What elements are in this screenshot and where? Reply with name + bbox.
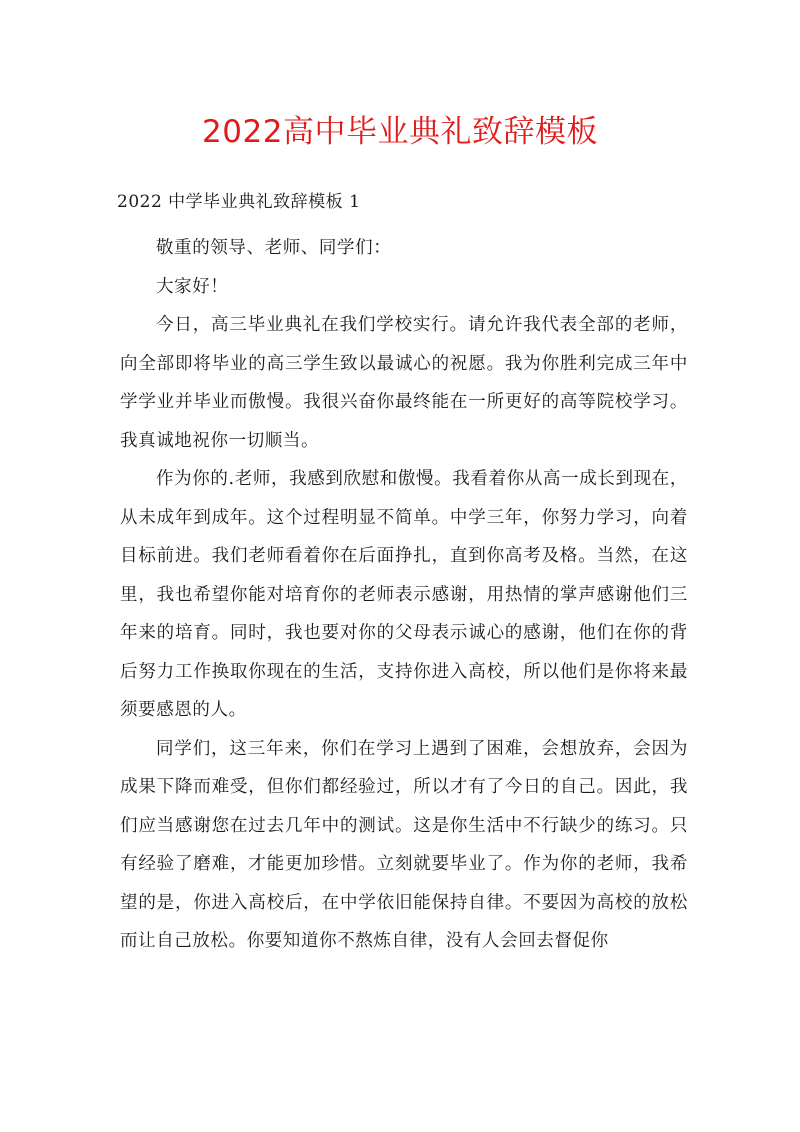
hello-paragraph: 大家好！	[156, 276, 229, 297]
document-title: 2022高中毕业典礼致辞模板	[202, 114, 598, 150]
greeting-paragraph: 敬重的领导、老师、同学们：	[156, 238, 392, 258]
document-body	[120, 229, 688, 961]
body-paragraph: 同学们，这三年来，你们在学习上遇到了困难，会想放弃，会因为成果下降而难受，但你们都经验过，所以才有了今日的自己。因此，我们应当感谢您在过去几年中的测试。这是你生活中不行缺少的练习。只有经验了磨难，才能更加珍惜。立刻就要毕业了。作为你的老师，我希望的是，你进入高校后，在中学依旧能保持自律。不要因为高校的放松而让自己放松。你要知道你不熬炼自律，没有人会回去督促你	[120, 738, 688, 951]
document-subtitle: 2022 中学毕业典礼致辞模板 1	[117, 192, 361, 212]
body-paragraph: 作为你的.老师，我感到欣慰和傲慢。我看着你从高一成长到现在，从未成年到成年。这个过程明显不简单。中学三年，你努力学习，向着目标前进。我们老师看着你在后面挣扎，直到你高考及格。当然，在这里，我也希望你能对培育你的老师表示感谢，用热情的掌声感谢他们三年来的培育。同时，我也要对你的父母表示诚心的感谢，他们在你的背后努力工作换取你现在的生活，支持你进入高校，所以他们是你将来最须要感恩的人。	[120, 469, 688, 720]
body-paragraph: 今日，高三毕业典礼在我们学校实行。请允许我代表全部的老师，向全部即将毕业的高三学生致以最诚心的祝愿。我为你胜利完成三年中学学业并毕业而傲慢。我很兴奋你最终能在一所更好的高等院校学习。我真诚地祝你一切顺当。	[120, 315, 688, 451]
